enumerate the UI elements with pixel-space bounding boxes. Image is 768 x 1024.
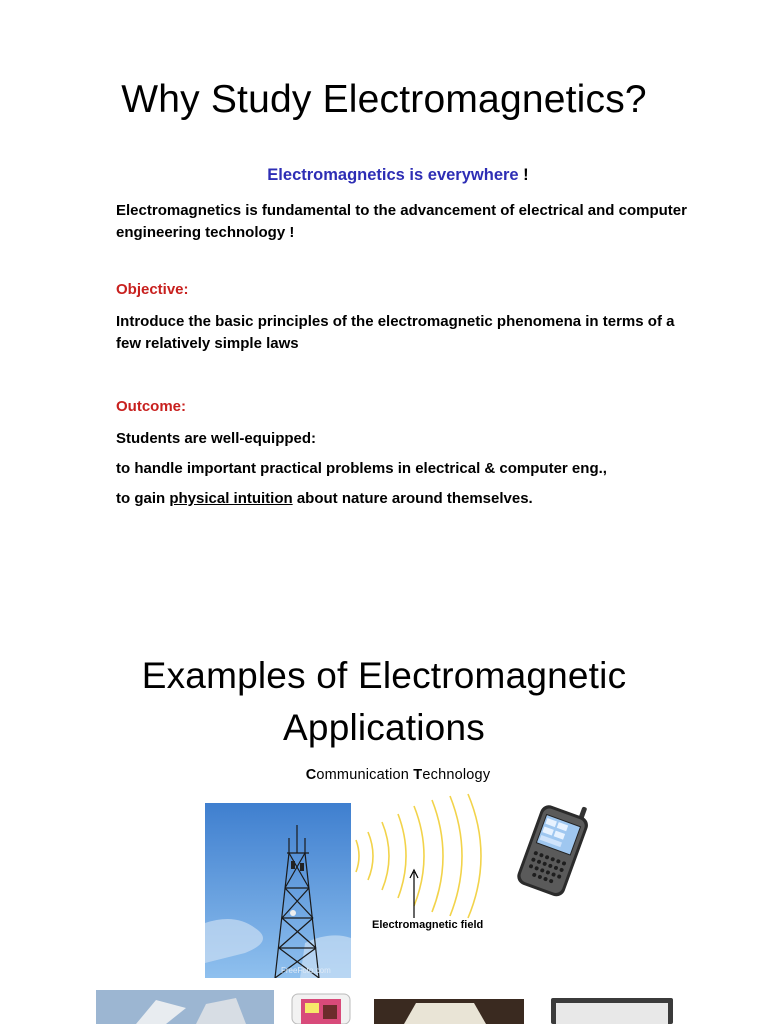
outcome-line-1: Students are well-equipped:: [116, 430, 317, 447]
tower-watermark: FreeFoto.com: [281, 966, 331, 975]
physical-intuition-link[interactable]: physical intuition: [169, 490, 293, 507]
slide-title-examples: [0, 650, 768, 754]
radio-tower-image: [205, 803, 351, 978]
objective-text: Introduce the basic principles of the electromagnetic phenomena in terms of a few relatively simple laws: [116, 313, 675, 352]
outcome-line-3-post: about nature around themselves.: [292, 490, 533, 507]
slide-title-examples-line-2: Applications: [283, 707, 485, 748]
arrow-up-icon: [404, 868, 424, 920]
heading-letter-t: T: [413, 767, 423, 783]
outcome-heading: Outcome:: [116, 398, 187, 415]
subtitle-text: Electromagnetics is everywhere: [267, 166, 519, 184]
electromagnetic-field-label: Electromagnetic field: [372, 919, 484, 931]
objective-heading: Objective:: [116, 281, 189, 298]
slide-title-examples-line-1: Examples of Electromagnetic: [141, 655, 627, 696]
heading-part-1: ommunication: [316, 767, 414, 783]
communication-technology-heading: [0, 767, 768, 783]
heading-letter-c: C: [305, 767, 317, 783]
wave-arcs-icon: [352, 792, 502, 920]
device-screen-image: [291, 993, 351, 1024]
monitor-image: [550, 997, 674, 1024]
pda-phone-image: [507, 797, 602, 897]
fundamental-statement: Electromagnetics is fundamental to the advancement of electrical and computer engineering technology !: [116, 202, 687, 241]
subtitle-exclamation: !: [518, 166, 529, 184]
outcome-line-3: [116, 488, 696, 510]
slide-title-why-study: Why Study Electromagnetics?: [121, 78, 647, 121]
heading-part-2: echnology: [422, 767, 491, 783]
outcome-line-3-pre: to gain: [116, 490, 170, 507]
desk-phone-image: [374, 999, 524, 1024]
satellite-dish-image: [96, 990, 274, 1024]
subtitle-everywhere: [0, 166, 768, 185]
outcome-line-2: to handle important practical problems in electrical & computer eng.,: [116, 460, 607, 477]
